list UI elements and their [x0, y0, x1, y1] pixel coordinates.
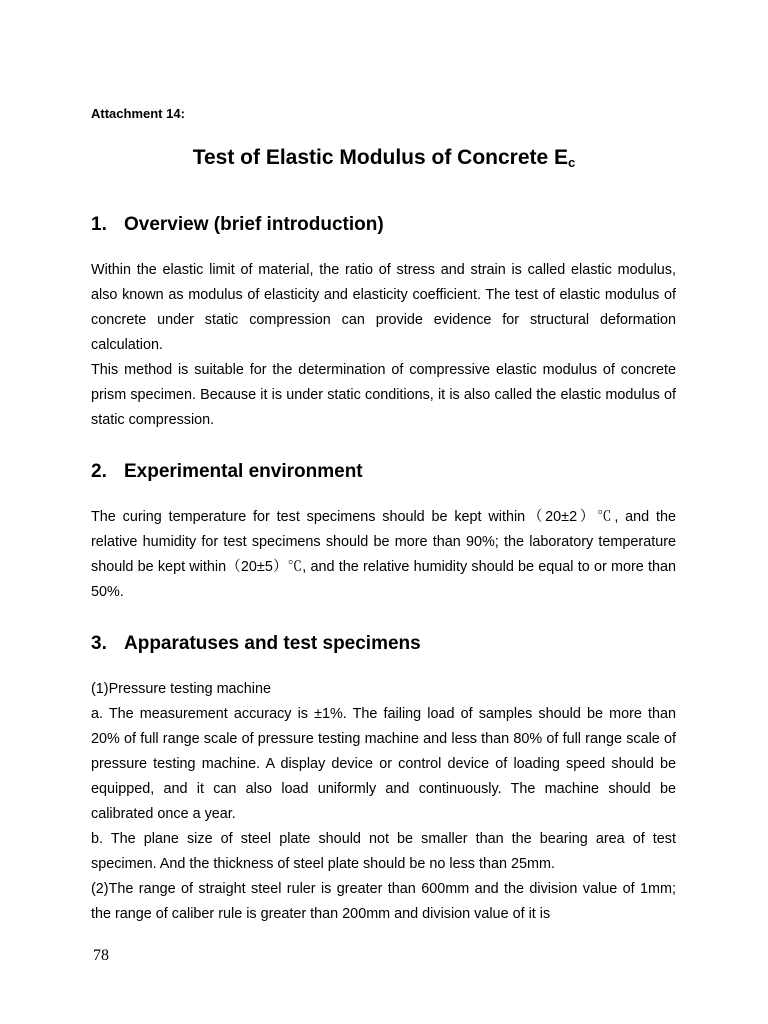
section-heading-overview [91, 214, 384, 236]
paragraph: (1)Pressure testing machine [91, 681, 271, 697]
section-heading-apparatuses [91, 633, 421, 655]
section-title: Experimental environment [124, 461, 363, 482]
paragraph: The curing temperature for test specimens should be kept within（20±2）℃, and the relative humidity for test specimens should be more than 90%; the laboratory temperature should be kept within（20±5）℃, and the relative humidity should be equal to or more than 50%. [91, 509, 676, 600]
section-title: Overview (brief introduction) [124, 214, 384, 235]
paragraph: (2)The range of straight steel ruler is greater than 600mm and the division value of 1mm; the range of caliber rule is greater than 200mm and division value of it is [91, 881, 676, 922]
section-number: 2. [91, 461, 107, 482]
section-number: 1. [91, 214, 107, 235]
section-title: Apparatuses and test specimens [124, 633, 421, 654]
section-body-apparatuses [91, 677, 676, 927]
title-subscript: c [568, 155, 576, 170]
section-body-overview [91, 258, 676, 433]
title-text: Test of Elastic Modulus of Concrete E [192, 146, 569, 169]
paragraph: a. The measurement accuracy is ±1%. The failing load of samples should be more than 20% of full range scale of pressure testing machine and less than 80% of full range scale of pressure testing machine. A display device or control device of loading speed should be equipped, and it can also load uniformly and continuously. The machine should be calibrated once a year. [91, 706, 676, 822]
attachment-label: Attachment 14: [91, 106, 185, 121]
section-number: 3. [91, 633, 107, 654]
page-number: 78 [93, 947, 109, 964]
paragraph: This method is suitable for the determination of compressive elastic modulus of concrete prism specimen. Because it is under static conditions, it is also called the elastic modulus of static compression. [91, 362, 676, 428]
section-heading-environment [91, 461, 363, 483]
page-title [0, 146, 768, 170]
paragraph: b. The plane size of steel plate should not be smaller than the bearing area of test specimen. And the thickness of steel plate should be no less than 25mm. [91, 831, 676, 872]
paragraph: Within the elastic limit of material, the ratio of stress and strain is called elastic modulus, also known as modulus of elasticity and elasticity coefficient. The test of elastic modulus of concrete under static compression can provide evidence for structural deformation calculation. [91, 262, 676, 353]
section-body-environment [91, 505, 676, 605]
